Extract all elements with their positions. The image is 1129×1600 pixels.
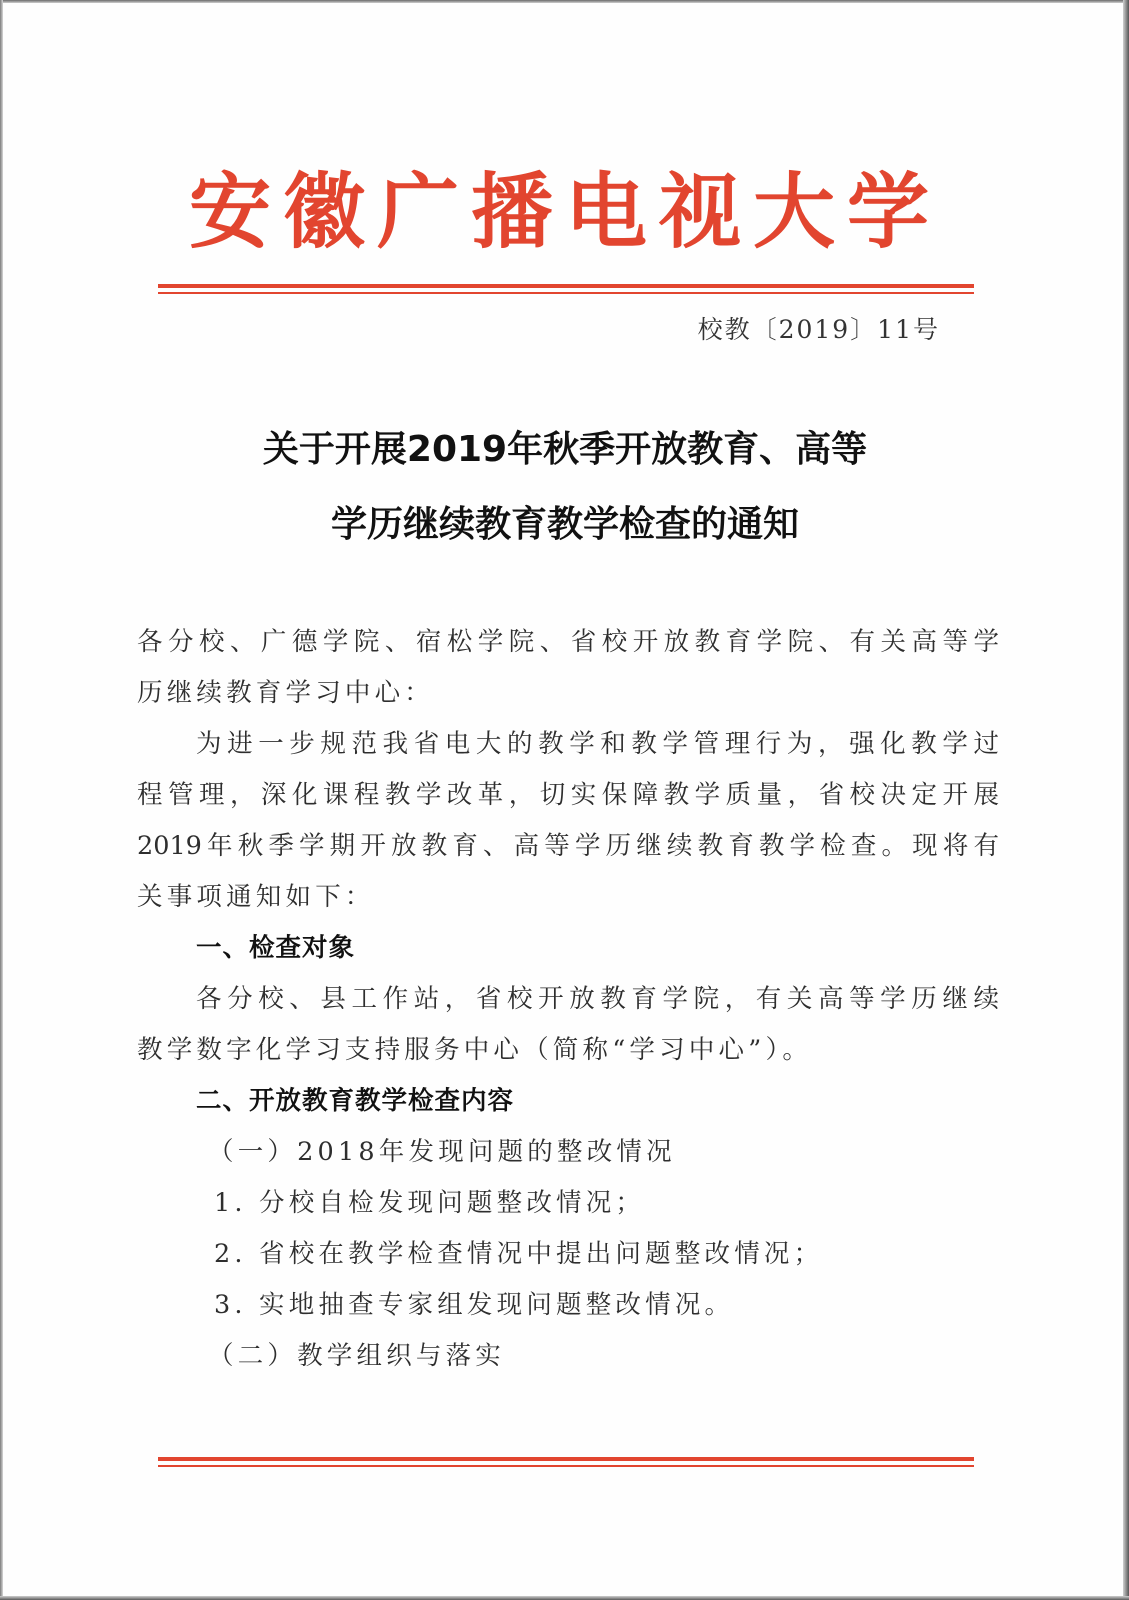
list-item: 3. 实地抽查专家组发现问题整改情况。	[214, 1290, 735, 1320]
document-title-line-1: 关于开展2019年秋季开放教育、高等	[262, 429, 868, 470]
scan-edge-top	[0, 0, 1129, 3]
addressee-line-1: 各分校、广德学院、宿松学院、省校开放教育学院、有关高等学	[137, 627, 999, 657]
scan-edge-left	[0, 0, 3, 1600]
section-1-line-2: 教学数字化学习支持服务中心（简称“学习中心”）。	[137, 1035, 813, 1065]
section-1-heading: 一、检查对象	[196, 933, 356, 963]
letterhead-rule-thin	[158, 292, 974, 294]
subsection-1-heading: （一）2018年发现问题的整改情况	[208, 1137, 676, 1167]
list-item: 2. 省校在教学检查情况中提出问题整改情况；	[214, 1239, 824, 1269]
list-item: 1. 分校自检发现问题整改情况；	[214, 1188, 646, 1218]
footer-rule-thick	[158, 1457, 974, 1461]
scan-edge-right	[1123, 0, 1129, 1600]
intro-paragraph-line-2: 程管理，深化课程教学改革，切实保障教学质量，省校决定开展	[137, 780, 999, 810]
section-2-heading: 二、开放教育教学检查内容	[196, 1086, 515, 1116]
footer-rule-thin	[158, 1465, 974, 1467]
document-number: 校教〔2019〕11号	[697, 315, 940, 344]
intro-paragraph-line-4: 关事项通知如下：	[137, 882, 375, 912]
addressee-line-2: 历继续教育学习中心：	[137, 678, 435, 708]
intro-paragraph-line-3: 2019年秋季学期开放教育、高等学历继续教育教学检查。现将有	[137, 831, 999, 861]
subsection-2-heading: （二）教学组织与落实	[208, 1341, 506, 1371]
scan-edge-bottom	[0, 1596, 1129, 1600]
letterhead-institution: 安徽广播电视大学	[188, 164, 941, 260]
letterhead-rule-thick	[158, 284, 974, 288]
document-title-line-2: 学历继续教育教学检查的通知	[330, 504, 799, 545]
section-1-line-1: 各分校、县工作站，省校开放教育学院，有关高等学历继续	[196, 984, 999, 1014]
intro-paragraph-line-1: 为进一步规范我省电大的教学和教学管理行为，强化教学过	[196, 729, 999, 759]
